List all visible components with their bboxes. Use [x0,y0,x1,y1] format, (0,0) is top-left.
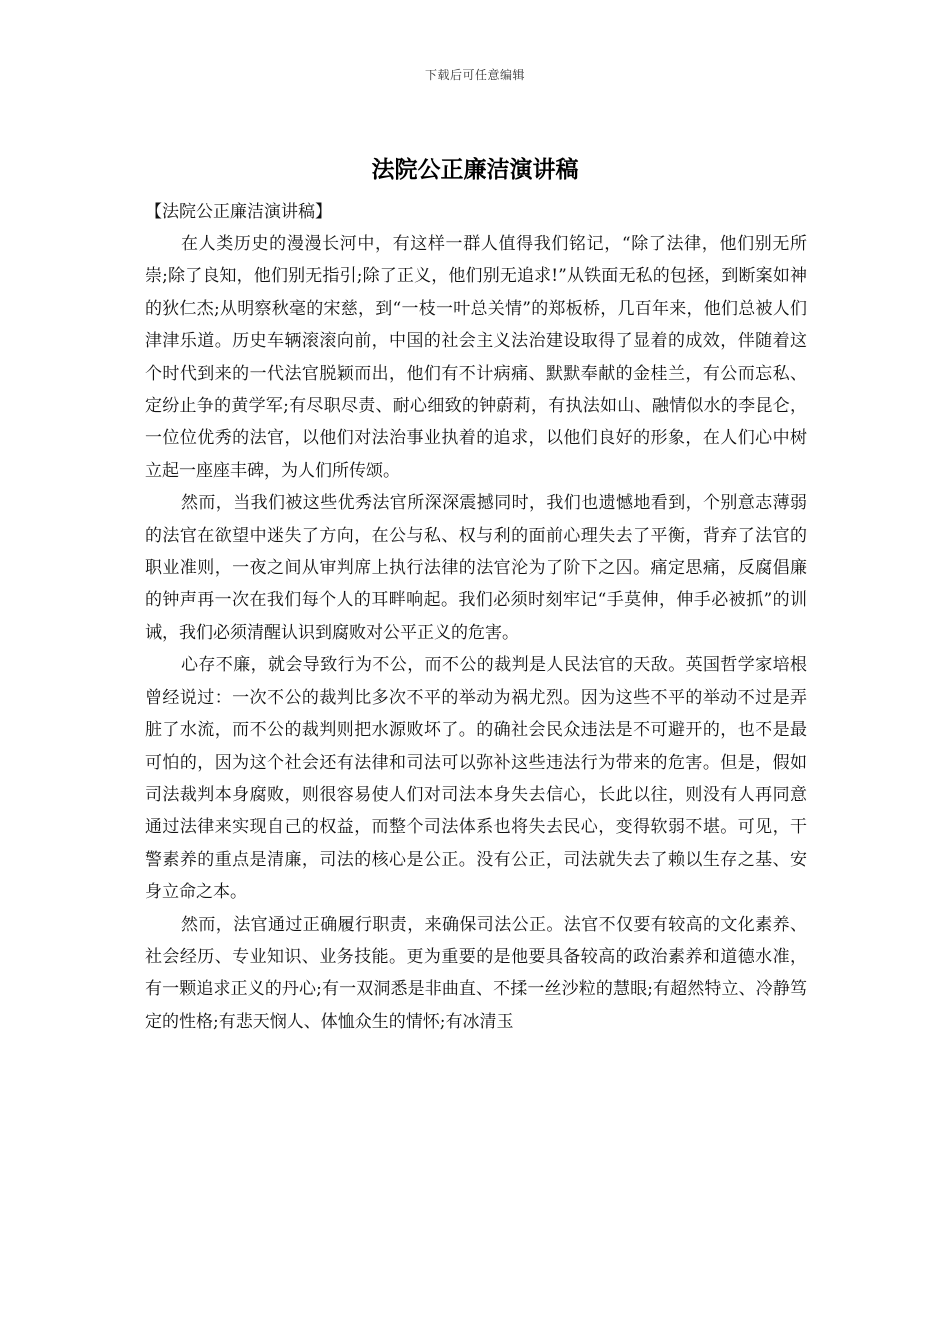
document-body [145,196,807,1038]
header-note: 下载后可任意编辑 [424,68,525,82]
paragraph-3: 心存不廉，就会导致行为不公，而不公的裁判是人民法官的天敌。英国哲学家培根曾经说过：一次不公的裁判比多次不平的举动为祸尤烈。因为这些不平的举动不过是弄脏了水流，而不公的裁判则把水源败坏了。的确社会民众违法是不可避开的，也不是最可怕的，因为这个社会还有法律和司法可以弥补这些违法行为带来的危害。但是，假如司法裁判本身腐败，则很容易使人们对司法本身失去信心，长此以往，则没有人再同意通过法律来实现自己的权益，而整个司法体系也将失去民心，变得软弱不堪。可见，干警素养的重点是清廉，司法的核心是公正。没有公正，司法就失去了赖以生存之基、安身立命之本。 [145,655,807,903]
document-title: 法院公正廉洁演讲稿 [371,156,579,183]
document-subheading: 【法院公正廉洁演讲稿】 [145,202,332,222]
paragraph-1: 在人类历史的漫漫长河中，有这样一群人值得我们铭记，“除了法律，他们别无所崇;除了良知，他们别无指引;除了正义，他们别无追求!”从铁面无私的包拯，到断案如神的狄仁杰;从明察秋毫的宋慈，到“一枝一叶总关情”的郑板桥，几百年来，他们总被人们津津乐道。历史车辆滚滚向前，中国的社会主义法治建设取得了显着的成效，伴随着这个时代到来的一代法官脱颖而出，他们有不计病痛、默默奉献的金桂兰，有公而忘私、定纷止争的黄学军;有尽职尽责、耐心细致的钟蔚莉，有执法如山、融情似水的李昆仑，一位位优秀的法官，以他们对法治事业执着的追求，以他们良好的形象，在人们心中树立起一座座丰碑，为人们所传颂。 [145,234,807,481]
paragraph-2: 然而，当我们被这些优秀法官所深深震撼同时，我们也遗憾地看到，个别意志薄弱的法官在欲望中迷失了方向，在公与私、权与利的面前心理失去了平衡，背弃了法官的职业准则，一夜之间从审判席上执行法律的法官沦为了阶下之囚。痛定思痛，反腐倡廉的钟声再一次在我们每个人的耳畔响起。我们必须时刻牢记“手莫伸，伸手必被抓”的训诫，我们必须清醒认识到腐败对公平正义的危害。 [145,493,807,643]
paragraph-4: 然而，法官通过正确履行职责，来确保司法公正。法官不仅要有较高的文化素养、社会经历、专业知识、业务技能。更为重要的是他要具备较高的政治素养和道德水准，有一颗追求正义的丹心;有一双洞悉是非曲直、不揉一丝沙粒的慧眼;有超然特立、冷静笃定的性格;有悲天悯人、体恤众生的情怀;有冰清玉 [145,914,807,1032]
